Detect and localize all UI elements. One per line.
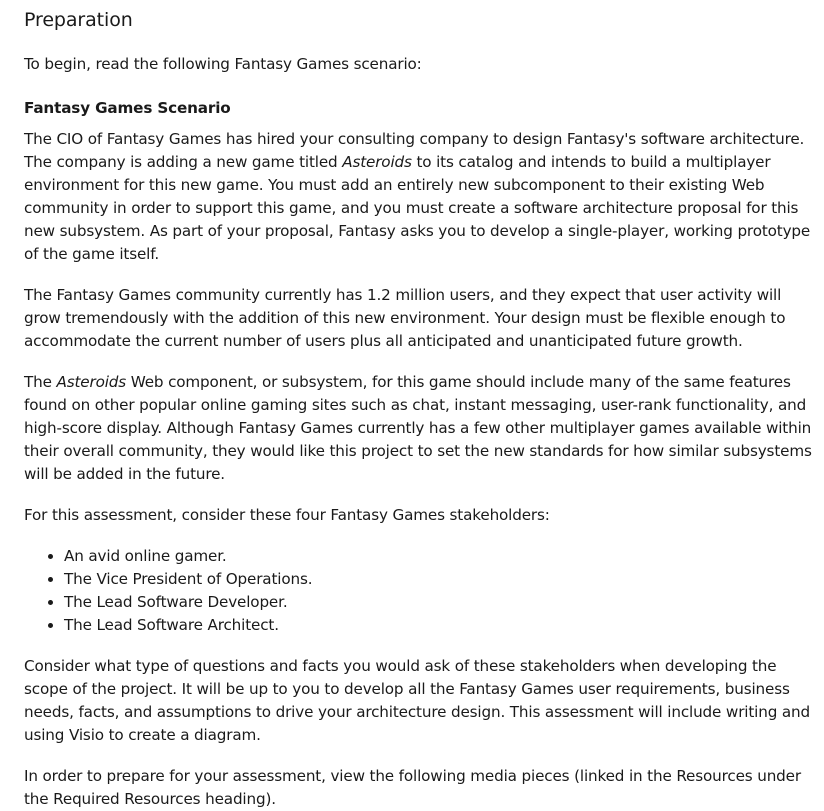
section-heading: Preparation	[24, 9, 133, 31]
paragraph-text: The CIO of Fantasy Games has hired your consulting company to design Fantasy's software architecture. The company is adding a new game titled	[24, 130, 805, 171]
list-item: • An avid online gamer.	[64, 545, 816, 568]
scenario-paragraph-2: The Fantasy Games community currently has 1.2 million users, and they expect that user activity will grow tremendously with the addition of this new environment. Your design must be flexible enough to accommodate the current number of users plus all anticipated and unanticipated future growth.	[24, 286, 786, 350]
scenario-title: Fantasy Games Scenario	[24, 99, 231, 117]
list-item: • The Vice President of Operations.	[64, 568, 816, 591]
list-item: • The Lead Software Architect.	[64, 614, 816, 637]
paragraph-text: The	[24, 373, 57, 391]
paragraph-text: to its catalog and intends to build a multiplayer environment for this new game. You must add an entirely new subcomponent to their existing Web community in order to support this game, and you must create a software architecture proposal for this new subsystem. As part of your proposal, Fantasy asks you to develop a single-player, working prototype of the game itself.	[24, 153, 811, 263]
list-item: • The Lead Software Developer.	[64, 591, 816, 614]
game-title-emphasis: Asteroids	[342, 153, 412, 171]
stakeholder-list	[24, 545, 816, 637]
stakeholders-intro: For this assessment, consider these four Fantasy Games stakeholders:	[24, 506, 550, 524]
intro-text: To begin, read the following Fantasy Games scenario:	[24, 55, 422, 73]
game-title-emphasis: Asteroids	[56, 373, 127, 391]
scenario-paragraph-3	[24, 371, 816, 486]
document-content	[24, 0, 816, 811]
scenario-paragraph-1	[24, 128, 816, 266]
paragraph-text: Web component, or subsystem, for this game should include many of the same features found on other popular online gaming sites such as chat, instant messaging, user-rank functionality, and high-score display. Although Fantasy Games currently has a few other multiplayer games available within their overall community, they would like this project to set the new standards for how similar subsystems will be added in the future.	[24, 373, 812, 483]
instructions-paragraph: Consider what type of questions and facts you would ask of these stakeholders when developing the scope of the project. It will be up to you to develop all the Fantasy Games user requirements, business needs, facts, and assumptions to drive your architecture design. This assessment will include writing and using Visio to create a diagram.	[24, 657, 810, 744]
resources-paragraph: In order to prepare for your assessment, view the following media pieces (linked in the Resources under the Required Resources heading).	[24, 767, 801, 808]
